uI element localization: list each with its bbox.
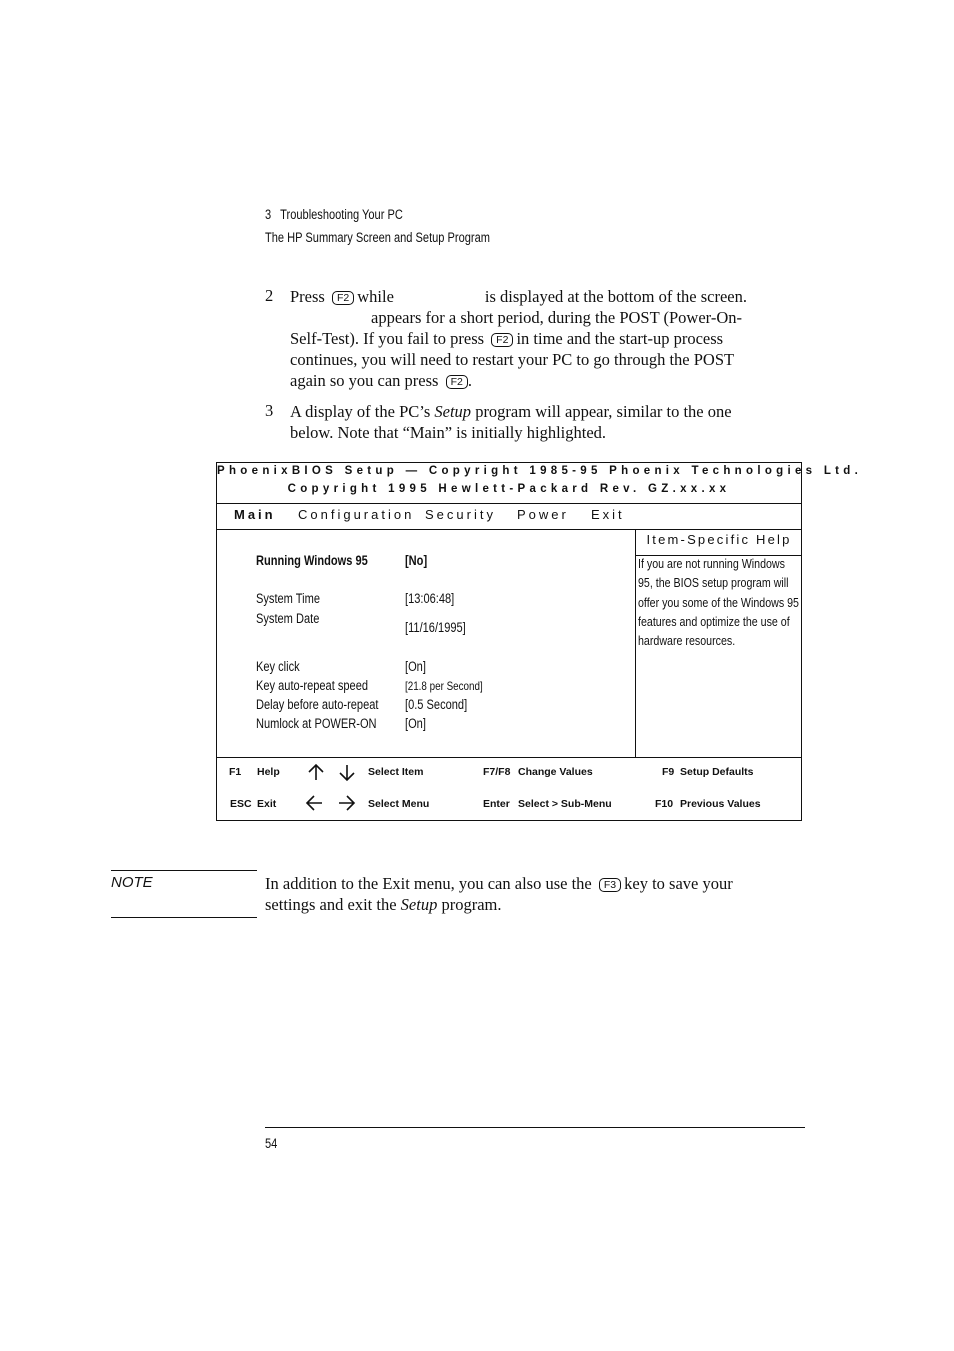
menu-power[interactable]: Power <box>517 507 569 522</box>
menu-configuration[interactable]: Configuration <box>298 507 415 522</box>
bios-setup-screen <box>216 462 863 821</box>
f3-key-icon: F3 <box>599 878 621 892</box>
field-value[interactable]: [11/16/1995] <box>405 620 466 635</box>
help-title: Item-Specific Help <box>646 532 792 547</box>
footer-f7f8-key: F7/F8 <box>483 766 511 778</box>
note-text: In addition to the Exit menu, you can also use the F3 key to save your settings and exit the Setup program. <box>265 874 733 914</box>
field-label: Numlock at POWER-ON <box>256 716 377 731</box>
field-label: Key click <box>256 659 300 674</box>
footer-rule <box>265 1127 805 1128</box>
step-2-text: Press F2 while is displayed at the bottom of the screen. appears for a short period, during the POST (Power-On- Self-Test). If you fail to press F2 in time and the start-up process continues, you will need to restart your PC to go through the POST again so you can press F2 . <box>290 287 748 390</box>
footer-setup-defaults: Setup Defaults <box>680 766 754 778</box>
footer-f9-key: F9 <box>662 766 675 778</box>
f2-key-icon: F2 <box>491 333 513 347</box>
bios-title-line-2: Copyright 1995 Hewlett-Packard Rev. GZ.xx.xx <box>287 483 731 495</box>
field-value[interactable]: [On] <box>405 659 426 674</box>
section-heading: The HP Summary Screen and Setup Program <box>265 230 491 245</box>
bios-title-line-1: PhoenixBIOS Setup — Copyright 1985-95 Phoenix Technologies Ltd. <box>217 465 863 477</box>
f2-key-icon: F2 <box>446 375 468 389</box>
f2-key-icon: F2 <box>332 291 354 305</box>
field-label: System Time <box>256 591 320 606</box>
field-label: Running Windows 95 <box>256 553 368 568</box>
arrow-down-icon <box>338 764 356 782</box>
footer-select-submenu: Select > Sub-Menu <box>518 798 612 810</box>
field-value[interactable]: [0.5 Second] <box>405 697 468 712</box>
field-label: Delay before auto-repeat <box>256 697 379 712</box>
field-value[interactable]: [13:06:48] <box>405 591 455 606</box>
footer-help: Help <box>257 766 280 778</box>
footer-esc-key: ESC <box>230 798 252 810</box>
arrow-left-icon <box>305 794 323 812</box>
step-number: 2 <box>265 286 274 305</box>
page-number: 54 <box>265 1136 278 1151</box>
chapter-heading: 3 Troubleshooting Your PC <box>265 207 403 222</box>
footer-exit: Exit <box>257 798 277 810</box>
footer-enter-key: Enter <box>483 798 510 810</box>
footer-previous-values: Previous Values <box>680 798 761 810</box>
field-label: System Date <box>256 611 320 626</box>
help-text: If you are not running Windows 95, the BIOS setup program will offer you some of the Windows 95 features and optimize the use of hardware resources. <box>638 556 799 649</box>
footer-change-values: Change Values <box>518 766 593 778</box>
step-3-text: A display of the PC’s Setup program will appear, similar to the one below. Note that “Main” is initially highlighted. <box>290 402 732 442</box>
menu-main[interactable]: Main <box>234 507 276 522</box>
footer-select-item: Select Item <box>368 766 424 778</box>
step-number: 3 <box>265 401 274 420</box>
arrow-up-icon <box>307 763 325 781</box>
menu-security[interactable]: Security <box>425 507 496 522</box>
footer-f1-key: F1 <box>229 766 242 778</box>
note-label: NOTE <box>111 874 153 891</box>
field-value[interactable]: [21.8 per Second] <box>405 679 483 693</box>
arrow-right-icon <box>338 794 356 812</box>
menu-exit[interactable]: Exit <box>591 507 625 522</box>
field-value[interactable]: [No] <box>405 553 428 568</box>
field-value[interactable]: [On] <box>405 716 426 731</box>
footer-select-menu: Select Menu <box>368 798 430 810</box>
field-label: Key auto-repeat speed <box>256 678 369 693</box>
footer-f10-key: F10 <box>655 798 674 810</box>
